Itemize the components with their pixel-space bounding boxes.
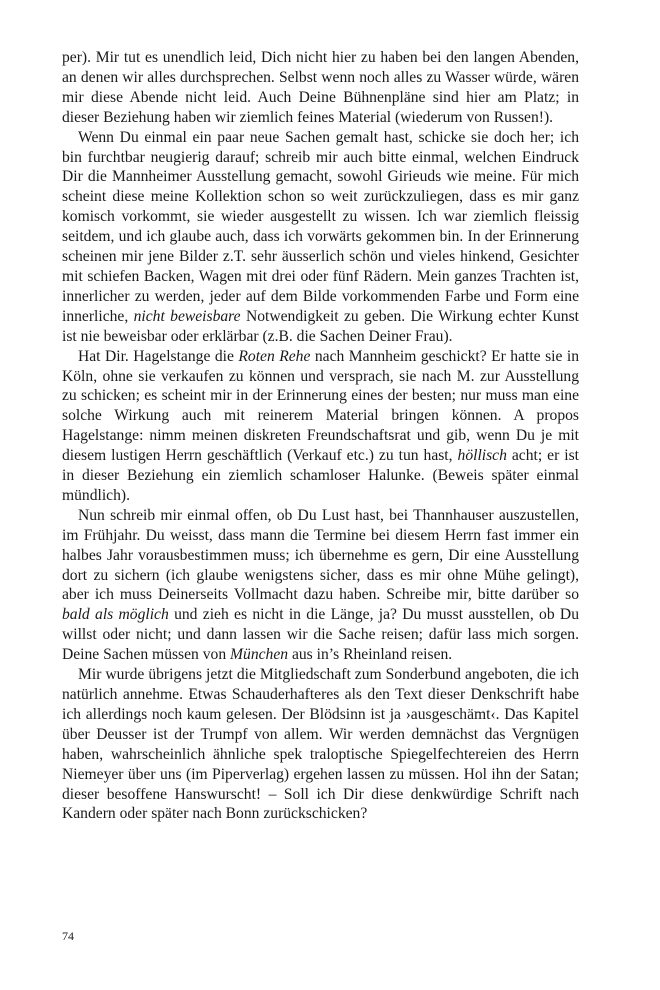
paragraph-2 <box>62 128 579 347</box>
text-run: Mir wurde übrigens jetzt die Mitgliedschaft zum Sonderbund angeboten, die ich natürlich annehme. Etwas Schauderhafteres als den Text dieser Denkschrift habe ich allerdings noch kaum gelesen. Der Blödsinn ist ja ›ausgeschämt‹. Das Kapitel über Deusser ist der Trumpf von allem. Wir werden demnächst das Vergnügen haben, wahrscheinlich ähnliche spek traloptische Spiegelfechtereien des Herrn Niemeyer über uns (im Piperverlag) ergehen lassen zu müssen. Hol ihn der Satan; dieser besoffene Hanswurscht! – Soll ich Dir diese denkwürdige Schrift nach Kandern oder später nach Bonn zurückschicken? <box>62 666 579 823</box>
text-run: und zieh es nicht in die Länge, ja? Du musst ausstellen, ob Du willst oder nicht; und dann lassen wir die Sache reisen; dafür lass mich sorgen. Deine Sachen müssen von <box>62 606 579 664</box>
text-run: per). Mir tut es unendlich leid, Dich nicht hier zu haben bei den langen Abenden, an denen wir alles durchsprechen. Selbst wenn noch alles zu Wasser würde, wären mir diese Abende nicht leid. Auch Deine Bühnenpläne sind hier am Platz; in dieser Beziehung haben wir ziemlich feines Material (wiederum von Russen!). <box>62 49 579 126</box>
text-run: acht; er ist in dieser Beziehung ein ziemlich schamloser Halunke. (Beweis später einmal mündlich). <box>62 447 579 504</box>
paragraph-3 <box>62 347 579 506</box>
italic-run: Roten Rehe <box>238 347 311 365</box>
text-run: Hat Dir. Hagelstange die <box>78 347 239 365</box>
page-number: 74 <box>62 929 74 943</box>
italic-run: München <box>230 646 289 664</box>
italic-run: höllisch <box>457 447 507 465</box>
italic-run: bald als möglich <box>62 606 169 624</box>
paragraph-1 <box>62 48 579 128</box>
text-run: Notwendigkeit zu geben. Die Wirkung echter Kunst ist nie beweisbar oder erklärbar (z.B. die Sachen Deiner Frau). <box>62 307 579 345</box>
italic-run: nicht beweisbare <box>133 307 241 325</box>
text-run: Nun schreib mir einmal offen, ob Du Lust hast, bei Thannhauser auszustellen, im Frühjahr. Du weisst, dass mann die Termine bei diesem Herrn fast immer ein halbes Jahr vorausbestimmen muss; ich übernehme es gern, Dir eine Ausstellung dort zu sichern (ich glaube wenigstens sicher, dass es mir ohne Mühe gelingt), aber ich muss Deinerseits Vollmacht dazu haben. Schreibe mir, bitte darüber so <box>62 506 579 604</box>
text-run: aus in’s Rheinland reisen. <box>288 646 453 664</box>
text-run: Wenn Du einmal ein paar neue Sachen gemalt hast, schicke sie doch her; ich bin furchtbar neugierig darauf; schreib mir auch bitte einmal, welchen Eindruck Dir die Mannheimer Ausstellung gemacht, sowohl Girieuds wie meine. Für mich scheint diese meine Kollektion schon so weit zurückzuliegen, dass es mir ganz komisch vorkommt, sie wieder ausgestellt zu wissen. Ich war ziemlich fleissig seitdem, und ich glaube auch, dass ich vorwärts gekommen bin. In der Erinnerung scheinen mir jene Bilder z.T. sehr äusserlich schön und vieles hinkend, Gesichter mit schiefen Backen, Wagen mit drei oder fünf Rädern. Mein ganzes Trachten ist, innerlicher zu werden, jeder auf dem Bilde vorkommenden Farbe und Form eine innerliche, <box>62 128 579 325</box>
paragraph-5 <box>62 665 579 824</box>
letter-text <box>62 48 579 824</box>
paragraph-4 <box>62 506 579 665</box>
text-run: nach Mannheim geschickt? Er hatte sie in Köln, ohne sie verkaufen zu können und versprach, sie nach M. zur Ausstellung zu schicken; es scheint mir in der Erinnerung eines der besten; nur muss man eine solche Wirkung auch mit reinerem Material bringen können. A propos Hagelstange: nimm meinen diskreten Freundschaftsrat und gib, wenn Du je mit diesem lustigen Herrn geschäftlich (Verkauf etc.) zu tun hast, <box>62 347 579 465</box>
